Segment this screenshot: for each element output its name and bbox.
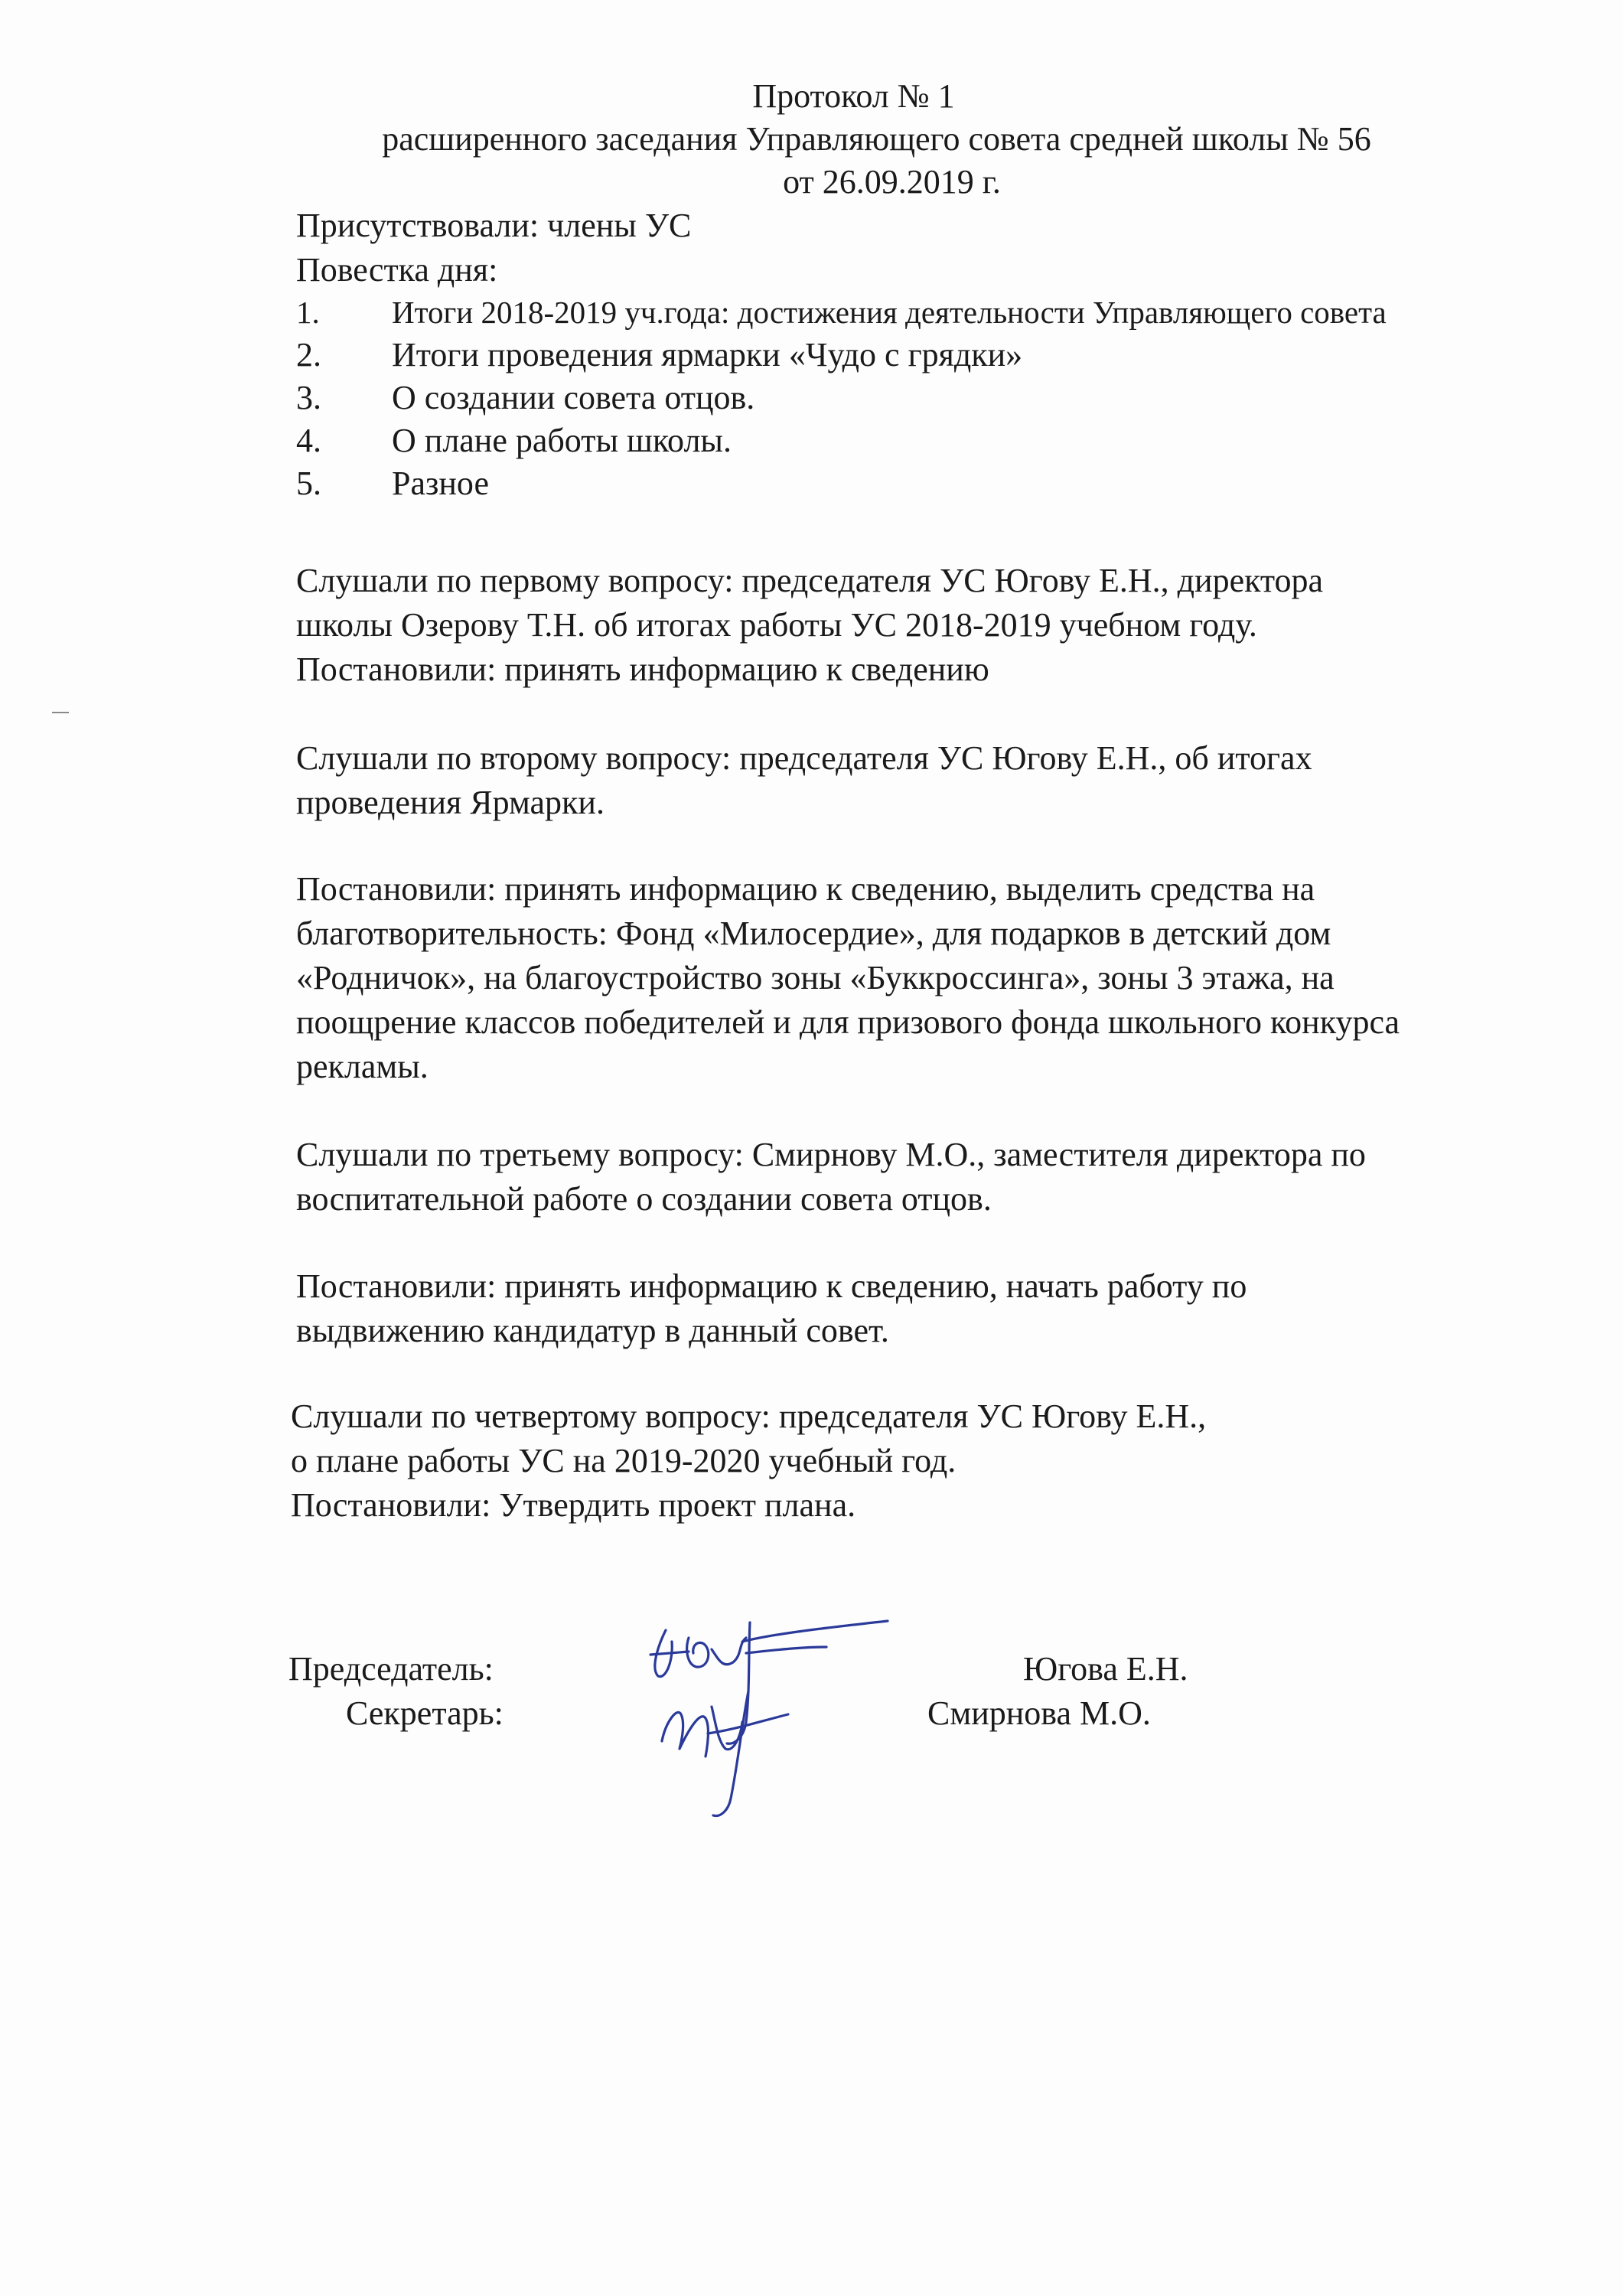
secretary-name: Смирнова М.О. [927,1694,1151,1732]
section-first-question [296,559,1597,692]
section-line: школы Озерову Т.Н. об итогах работы УС 2018-2019 учебном году. [296,606,1257,644]
agenda-item-number: 3. [296,379,321,416]
section-second-question [296,736,1597,825]
chair-name: Югова Е.Н. [1023,1650,1188,1688]
protocol-date: от 26.09.2019 г. [783,163,1001,201]
section-third-question [296,1133,1597,1221]
section-second-decision [296,867,1597,1089]
secretary-role: Секретарь: [346,1694,504,1732]
agenda-item [296,462,1597,505]
chair-role: Председатель: [288,1650,494,1688]
agenda-item [296,291,1597,334]
agenda-item-number: 5. [296,465,321,502]
agenda-item-text: Разное [392,465,489,502]
protocol-subtitle: расширенного заседания Управляющего совета средней школы № 56 [382,120,1371,158]
section-line: воспитательной работе о создании совета отцов. [296,1180,992,1218]
protocol-title: Протокол № 1 [752,77,955,115]
section-line: «Родничок», на благоустройство зоны «Буккроссинга», зоны 3 этажа, на [296,959,1335,996]
section-line: Слушали по четвертому вопросу: председателя УС Югову Е.Н., [291,1397,1207,1435]
agenda-item-text: Итоги 2018-2019 уч.года: достижения деятельности Управляющего совета [392,295,1387,330]
scan-speck [52,712,69,713]
agenda-list [296,291,1597,505]
agenda-item-number: 2. [296,336,321,373]
section-line: Постановили: Утвердить проект плана. [291,1486,856,1524]
agenda-item-text: О плане работы школы. [392,422,732,459]
attendance-line: Присутствовали: члены УС [296,207,692,244]
handwritten-signature-icon [635,1607,926,1837]
section-line: Постановили: принять информацию к сведению [296,651,989,688]
section-line: Слушали по третьему вопросу: Смирнову М.О., заместителя директора по [296,1136,1366,1173]
section-line: Постановили: принять информацию к сведению, выделить средства на [296,870,1315,908]
attendance-block [296,204,1597,292]
agenda-item-text: О создании совета отцов. [392,379,755,416]
section-line: о плане работы УС на 2019-2020 учебный год. [291,1442,957,1479]
section-fourth-question [291,1394,1592,1528]
agenda-heading: Повестка дня: [296,251,498,289]
section-line: Слушали по первому вопросу: председателя УС Югову Е.Н., директора [296,562,1324,599]
agenda-item-text: Итоги проведения ярмарки «Чудо с грядки» [392,336,1023,373]
agenda-item-number: 1. [296,295,320,330]
section-line: Слушали по второму вопросу: председателя УС Югову Е.Н., об итогах [296,739,1312,777]
section-line: проведения Ярмарки. [296,784,605,821]
section-line: поощрение классов победителей и для призового фонда школьного конкурса [296,1003,1400,1041]
section-third-decision [296,1264,1597,1353]
agenda-item-number: 4. [296,422,321,459]
agenda-item [296,377,1597,419]
section-line: рекламы. [296,1048,429,1085]
document-header [0,75,1623,204]
agenda-item [296,334,1597,377]
section-line: выдвижению кандидатур в данный совет. [296,1312,889,1349]
section-line: благотворительность: Фонд «Милосердие», для подарков в детский дом [296,915,1331,952]
agenda-item [296,419,1597,462]
section-line: Постановили: принять информацию к сведению, начать работу по [296,1267,1247,1305]
